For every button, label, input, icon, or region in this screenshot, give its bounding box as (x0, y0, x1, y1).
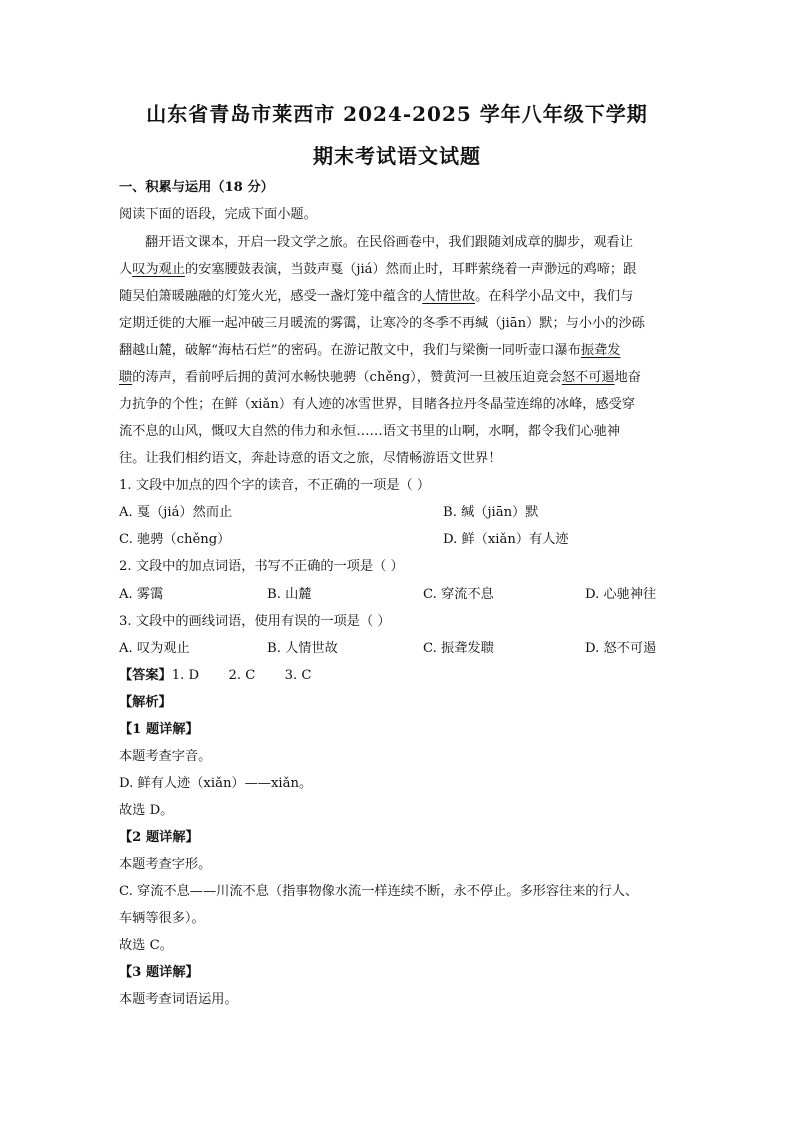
passage-line: 力抗争的个性；在鲜（xiǎn）有人迹的冰雪世界，目睹各拉丹冬晶莹连绵的冰峰，感受穿 (119, 397, 635, 412)
q2-option-d: D. 心驰神往 (585, 587, 657, 602)
underlined-term: 叹为观止 (132, 262, 185, 277)
section-heading: 一、积累与运用（18 分） (119, 180, 274, 195)
underlined-term: 人情世故 (422, 289, 476, 304)
q2-detail-line: 车辆等很多）。 (119, 911, 205, 926)
q1-option-a: A. 戛（jiá）然而止 (119, 505, 233, 520)
question-2-stem: 2. 文段中的加点词语，书写不正确的一项是（ ） (119, 559, 404, 574)
q3-option-a: A. 叹为观止 (119, 641, 190, 656)
q1-detail-heading: 【1 题详解】 (119, 722, 199, 737)
q1-option-b: B. 缄（jiān）默 (443, 505, 539, 520)
question-3-stem: 3. 文段中的画线词语，使用有误的一项是（ ） (119, 614, 391, 629)
question-1-stem: 1. 文段中加点的四个字的读音，不正确的一项是（ ） (119, 478, 431, 493)
q3-option-b: B. 人情世故 (267, 641, 338, 656)
answer-label: 【答案】 (119, 668, 172, 683)
q1-detail-line: 故选 D。 (119, 803, 174, 818)
underlined-term: 怒不可遏 (561, 370, 615, 385)
q3-option-c: C. 振聋发聩 (423, 641, 494, 656)
q3-option-d: D. 怒不可遏 (585, 641, 657, 656)
q2-option-b: B. 山麓 (267, 587, 312, 602)
title-line-2: 期末考试语文试题 (313, 144, 481, 168)
passage-line: 人叹为观止的安塞腰鼓表演，当鼓声戛（jiá）然而止时，耳畔萦绕着一声渺远的鸡啼；跟 (119, 262, 637, 277)
q2-option-c: C. 穿流不息 (423, 587, 494, 602)
q2-detail-heading: 【2 题详解】 (119, 830, 199, 845)
passage-line: 聩的涛声，看前呼后拥的黄河水畅快驰骋（chěng），赞黄河一旦被压迫竟会怒不可遏地奋 (119, 370, 641, 385)
passage-line: 随吴伯箫暖融融的灯笼火光，感受一盏灯笼中蕴含的人情世故。在科学小品文中，我们与 (119, 289, 634, 304)
q2-detail-line: 故选 C。 (119, 938, 173, 953)
passage-line: 往。让我们相约语文，奔赴诗意的语文之旅，尽情畅游语文世界！ (119, 451, 502, 466)
underlined-term: 聩 (119, 370, 133, 385)
q1-option-d: D. 鲜（xiǎn）有人迹 (443, 532, 569, 547)
passage-line: 翻越山麓，破解“海枯石烂”的密码。在游记散文中，我们与梁衡一同听壶口瀑布振聋发 (119, 343, 621, 358)
q1-option-c: C. 驰骋（chěng） (119, 532, 231, 547)
passage-line: 定期迁徙的大雁一起冲破三月暖流的雾霭，让寒冷的冬季不再缄（jiān）默；与小小的沙砾 (119, 316, 645, 331)
answer-line (119, 666, 312, 686)
q2-detail-line: C. 穿流不息——川流不息（指事物像水流一样连续不断，永不停止。多形容往来的行人、 (119, 884, 639, 899)
underlined-term: 振聋发 (580, 343, 621, 358)
intro-text: 阅读下面的语段，完成下面小题。 (119, 207, 317, 222)
analysis-label: 【解析】 (119, 695, 172, 710)
q2-option-a: A. 雾霭 (119, 587, 164, 602)
q2-detail-line: 本题考查字形。 (119, 857, 212, 872)
q1-detail-line: 本题考查字音。 (119, 749, 212, 764)
q1-detail-line: D. 鲜有人迹（xiǎn）——xiǎn。 (119, 776, 313, 791)
answer-text: 1. D 2. C 3. C (171, 668, 312, 683)
q3-detail-heading: 【3 题详解】 (119, 965, 199, 980)
title-line-1: 山东省青岛市莱西市 2024-2025 学年八年级下学期 (146, 102, 648, 126)
passage-line: 流不息的山风，慨叹大自然的伟力和永恒……语文书里的山啊，水啊，都令我们心驰神 (119, 424, 621, 439)
passage-line: 翻开语文课本，开启一段文学之旅。在民俗画卷中，我们跟随刘成章的脚步，观看让 (145, 235, 633, 250)
q3-detail-line: 本题考查词语运用。 (119, 992, 238, 1007)
